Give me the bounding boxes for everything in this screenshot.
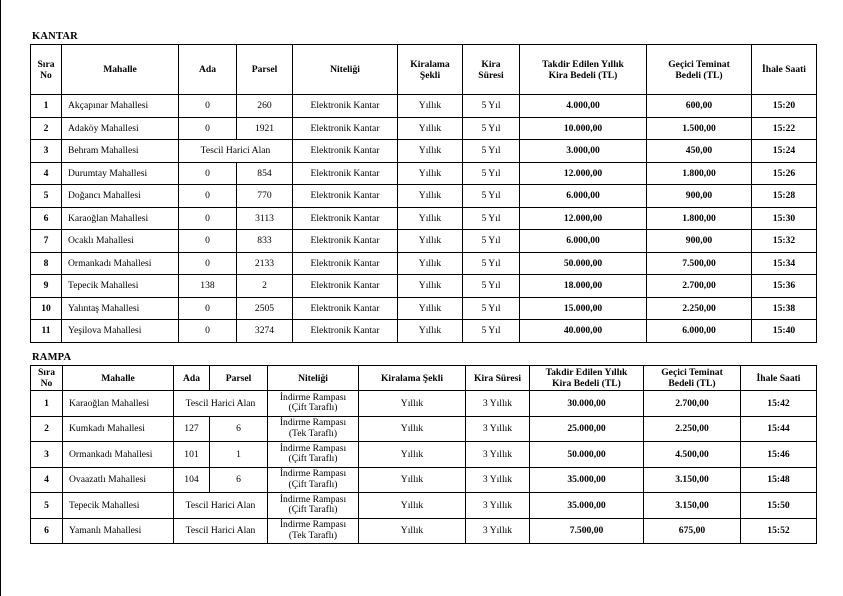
cell-kiralama: Yıllık [359, 442, 466, 468]
cell-saat: 15:50 [741, 493, 817, 519]
cell-teminat: 2.250,00 [644, 416, 741, 442]
cell-ada: 0 [179, 185, 237, 208]
cell-mahalle: Karaoğlan Mahallesi [63, 391, 174, 417]
cell-sira-no: 2 [31, 117, 62, 140]
cell-sure: 5 Yıl [463, 162, 520, 185]
cell-ada: 0 [179, 95, 237, 118]
cell-takdir: 12.000,00 [520, 207, 647, 230]
cell-teminat: 1.500,00 [647, 117, 752, 140]
cell-saat: 15:48 [741, 467, 817, 493]
cell-teminat: 675,00 [644, 518, 741, 544]
cell-ada-parsel: Tescil Harici Alan [179, 140, 293, 163]
cell-takdir: 35.000,00 [530, 467, 644, 493]
cell-takdir: 6.000,00 [520, 185, 647, 208]
cell-sure: 3 Yıllık [466, 518, 530, 544]
cell-saat: 15:20 [752, 95, 817, 118]
table-row [31, 442, 817, 468]
cell-sira-no: 4 [31, 467, 63, 493]
cell-sure: 5 Yıl [463, 275, 520, 298]
cell-kiralama: Yıllık [359, 493, 466, 519]
cell-ada: 0 [179, 207, 237, 230]
cell-teminat: 7.500,00 [647, 252, 752, 275]
cell-sira-no: 3 [31, 442, 63, 468]
cell-saat: 15:24 [752, 140, 817, 163]
cell-sira-no: 4 [31, 162, 62, 185]
cell-ada: 101 [174, 442, 210, 468]
cell-ada-parsel: Tescil Harici Alan [174, 518, 268, 544]
cell-niteligi: Elektronik Kantar [293, 320, 398, 343]
header-gecici-teminat: Geçici Teminat Bedeli (TL) [647, 45, 752, 95]
cell-mahalle: Akçapınar Mahallesi [62, 95, 179, 118]
header-kira-suresi: Kira Süresi [466, 366, 530, 391]
header-ada: Ada [179, 45, 237, 95]
cell-sira-no: 7 [31, 230, 62, 253]
cell-parsel: 6 [210, 467, 268, 493]
cell-saat: 15:40 [752, 320, 817, 343]
page-border [0, 0, 1, 596]
table-row [31, 416, 817, 442]
cell-mahalle: Yalıntaş Mahallesi [62, 297, 179, 320]
table-row [31, 207, 817, 230]
cell-niteligi: Elektronik Kantar [293, 95, 398, 118]
cell-mahalle: Tepecik Mahallesi [62, 275, 179, 298]
cell-ada: 0 [179, 230, 237, 253]
cell-teminat: 600,00 [647, 95, 752, 118]
cell-parsel: 770 [237, 185, 293, 208]
cell-niteligi: Elektronik Kantar [293, 162, 398, 185]
cell-kiralama: Yıllık [398, 297, 463, 320]
cell-kiralama: Yıllık [398, 275, 463, 298]
cell-saat: 15:30 [752, 207, 817, 230]
cell-kiralama: Yıllık [359, 467, 466, 493]
cell-sure: 5 Yıl [463, 207, 520, 230]
header-niteligi: Niteliği [268, 366, 359, 391]
cell-teminat: 450,00 [647, 140, 752, 163]
cell-mahalle: Ormankadı Mahallesi [63, 442, 174, 468]
cell-sira-no: 5 [31, 185, 62, 208]
cell-mahalle: Ocaklı Mahallesi [62, 230, 179, 253]
cell-ada: 0 [179, 252, 237, 275]
header-ada: Ada [174, 366, 210, 391]
header-niteligi: Niteliği [293, 45, 398, 95]
cell-sira-no: 3 [31, 140, 62, 163]
cell-saat: 15:52 [741, 518, 817, 544]
cell-saat: 15:34 [752, 252, 817, 275]
table-row [31, 320, 817, 343]
table-row [31, 297, 817, 320]
cell-saat: 15:26 [752, 162, 817, 185]
header-kiralama-sekli: Kiralama Şekli [398, 45, 463, 95]
cell-niteligi: Elektronik Kantar [293, 252, 398, 275]
cell-sira-no: 2 [31, 416, 63, 442]
cell-teminat: 6.000,00 [647, 320, 752, 343]
cell-kiralama: Yıllık [398, 252, 463, 275]
header-mahalle: Mahalle [63, 366, 174, 391]
cell-mahalle: Ormankadı Mahallesi [62, 252, 179, 275]
cell-mahalle: Yeşilova Mahallesi [62, 320, 179, 343]
cell-mahalle: Doğancı Mahallesi [62, 185, 179, 208]
cell-sira-no: 1 [31, 391, 63, 417]
cell-sure: 5 Yıl [463, 230, 520, 253]
cell-mahalle: Tepecik Mahallesi [63, 493, 174, 519]
cell-sure: 3 Yıllık [466, 391, 530, 417]
rampa-table [30, 365, 817, 544]
cell-saat: 15:28 [752, 185, 817, 208]
cell-niteligi: Elektronik Kantar [293, 297, 398, 320]
cell-niteligi: İndirme Rampası (Çift Taraflı) [268, 391, 359, 417]
table-row [31, 518, 817, 544]
cell-teminat: 2.700,00 [644, 391, 741, 417]
cell-parsel: 3113 [237, 207, 293, 230]
table-row [31, 185, 817, 208]
cell-kiralama: Yıllık [359, 416, 466, 442]
table-row [31, 140, 817, 163]
cell-saat: 15:42 [741, 391, 817, 417]
cell-teminat: 1.800,00 [647, 162, 752, 185]
cell-teminat: 1.800,00 [647, 207, 752, 230]
cell-sira-no: 11 [31, 320, 62, 343]
cell-kiralama: Yıllık [359, 391, 466, 417]
cell-niteligi: Elektronik Kantar [293, 117, 398, 140]
cell-niteligi: İndirme Rampası (Çift Taraflı) [268, 442, 359, 468]
cell-sure: 5 Yıl [463, 95, 520, 118]
header-parsel: Parsel [237, 45, 293, 95]
cell-teminat: 3.150,00 [644, 493, 741, 519]
cell-parsel: 1921 [237, 117, 293, 140]
cell-takdir: 10.000,00 [520, 117, 647, 140]
cell-mahalle: Yamanlı Mahallesi [63, 518, 174, 544]
cell-parsel: 1 [210, 442, 268, 468]
cell-kiralama: Yıllık [398, 207, 463, 230]
cell-teminat: 3.150,00 [644, 467, 741, 493]
cell-parsel: 260 [237, 95, 293, 118]
cell-mahalle: Adaköy Mahallesi [62, 117, 179, 140]
header-kira-suresi: Kira Süresi [463, 45, 520, 95]
cell-niteligi: Elektronik Kantar [293, 185, 398, 208]
cell-kiralama: Yıllık [398, 230, 463, 253]
cell-saat: 15:32 [752, 230, 817, 253]
cell-takdir: 35.000,00 [530, 493, 644, 519]
cell-sure: 5 Yıl [463, 117, 520, 140]
cell-takdir: 30.000,00 [530, 391, 644, 417]
cell-sure: 5 Yıl [463, 297, 520, 320]
table-row [31, 95, 817, 118]
cell-parsel: 2133 [237, 252, 293, 275]
cell-ada: 0 [179, 320, 237, 343]
cell-sira-no: 8 [31, 252, 62, 275]
cell-takdir: 18.000,00 [520, 275, 647, 298]
header-gecici-teminat: Geçici Teminat Bedeli (TL) [644, 366, 741, 391]
cell-sira-no: 1 [31, 95, 62, 118]
cell-kiralama: Yıllık [398, 320, 463, 343]
cell-niteligi: Elektronik Kantar [293, 207, 398, 230]
cell-sure: 5 Yıl [463, 252, 520, 275]
cell-niteligi: İndirme Rampası (Çift Taraflı) [268, 493, 359, 519]
kantar-header-row [31, 45, 817, 95]
cell-sira-no: 10 [31, 297, 62, 320]
cell-sira-no: 9 [31, 275, 62, 298]
cell-niteligi: Elektronik Kantar [293, 140, 398, 163]
header-sira-no: Sıra No [31, 45, 62, 95]
cell-teminat: 900,00 [647, 185, 752, 208]
cell-saat: 15:38 [752, 297, 817, 320]
cell-teminat: 900,00 [647, 230, 752, 253]
cell-takdir: 50.000,00 [520, 252, 647, 275]
cell-kiralama: Yıllık [398, 95, 463, 118]
cell-sure: 3 Yıllık [466, 467, 530, 493]
cell-takdir: 25.000,00 [530, 416, 644, 442]
header-kiralama-sekli: Kiralama Şekli [359, 366, 466, 391]
cell-kiralama: Yıllık [359, 518, 466, 544]
header-mahalle: Mahalle [62, 45, 179, 95]
cell-kiralama: Yıllık [398, 117, 463, 140]
cell-takdir: 3.000,00 [520, 140, 647, 163]
cell-teminat: 4.500,00 [644, 442, 741, 468]
header-ihale-saati: İhale Saati [741, 366, 817, 391]
cell-takdir: 6.000,00 [520, 230, 647, 253]
header-ihale-saati: İhale Saati [752, 45, 817, 95]
table-row [31, 252, 817, 275]
cell-sure: 5 Yıl [463, 185, 520, 208]
cell-ada: 0 [179, 162, 237, 185]
cell-takdir: 7.500,00 [530, 518, 644, 544]
header-parsel: Parsel [210, 366, 268, 391]
cell-niteligi: Elektronik Kantar [293, 275, 398, 298]
table-row [31, 117, 817, 140]
cell-saat: 15:22 [752, 117, 817, 140]
cell-ada: 127 [174, 416, 210, 442]
table-row [31, 467, 817, 493]
table-row [31, 230, 817, 253]
cell-mahalle: Ovaazatlı Mahallesi [63, 467, 174, 493]
table-row [31, 275, 817, 298]
cell-sira-no: 6 [31, 518, 63, 544]
rampa-section-title: RAMPA [32, 352, 72, 363]
cell-mahalle: Kumkadı Mahallesi [63, 416, 174, 442]
cell-niteligi: Elektronik Kantar [293, 230, 398, 253]
cell-niteligi: İndirme Rampası (Tek Taraflı) [268, 518, 359, 544]
cell-ada: 0 [179, 297, 237, 320]
cell-takdir: 50.000,00 [530, 442, 644, 468]
cell-sure: 3 Yıllık [466, 442, 530, 468]
cell-sure: 5 Yıl [463, 320, 520, 343]
cell-parsel: 833 [237, 230, 293, 253]
cell-ada: 138 [179, 275, 237, 298]
table-row [31, 493, 817, 519]
cell-teminat: 2.700,00 [647, 275, 752, 298]
kantar-table [30, 44, 817, 343]
table-row [31, 162, 817, 185]
cell-parsel: 854 [237, 162, 293, 185]
header-takdir-bedeli: Takdir Edilen Yıllık Kira Bedeli (TL) [520, 45, 647, 95]
header-takdir-bedeli: Takdir Edilen Yıllık Kira Bedeli (TL) [530, 366, 644, 391]
cell-niteligi: İndirme Rampası (Çift Taraflı) [268, 467, 359, 493]
rampa-header-row [31, 366, 817, 391]
cell-ada-parsel: Tescil Harici Alan [174, 391, 268, 417]
cell-kiralama: Yıllık [398, 140, 463, 163]
table-row [31, 391, 817, 417]
cell-ada: 104 [174, 467, 210, 493]
cell-ada: 0 [179, 117, 237, 140]
cell-kiralama: Yıllık [398, 162, 463, 185]
cell-takdir: 12.000,00 [520, 162, 647, 185]
cell-parsel: 3274 [237, 320, 293, 343]
cell-mahalle: Karaoğlan Mahallesi [62, 207, 179, 230]
cell-kiralama: Yıllık [398, 185, 463, 208]
cell-saat: 15:44 [741, 416, 817, 442]
cell-teminat: 2.250,00 [647, 297, 752, 320]
cell-takdir: 15.000,00 [520, 297, 647, 320]
cell-sure: 3 Yıllık [466, 416, 530, 442]
kantar-section-title: KANTAR [32, 31, 78, 42]
cell-saat: 15:46 [741, 442, 817, 468]
cell-parsel: 2 [237, 275, 293, 298]
cell-saat: 15:36 [752, 275, 817, 298]
cell-ada-parsel: Tescil Harici Alan [174, 493, 268, 519]
cell-mahalle: Durumtay Mahallesi [62, 162, 179, 185]
cell-sure: 5 Yıl [463, 140, 520, 163]
header-sira-no: Sıra No [31, 366, 63, 391]
cell-niteligi: İndirme Rampası (Tek Taraflı) [268, 416, 359, 442]
cell-sira-no: 6 [31, 207, 62, 230]
cell-mahalle: Behram Mahallesi [62, 140, 179, 163]
cell-parsel: 2505 [237, 297, 293, 320]
cell-takdir: 4.000,00 [520, 95, 647, 118]
cell-parsel: 6 [210, 416, 268, 442]
cell-sure: 3 Yıllık [466, 493, 530, 519]
cell-takdir: 40.000,00 [520, 320, 647, 343]
cell-sira-no: 5 [31, 493, 63, 519]
